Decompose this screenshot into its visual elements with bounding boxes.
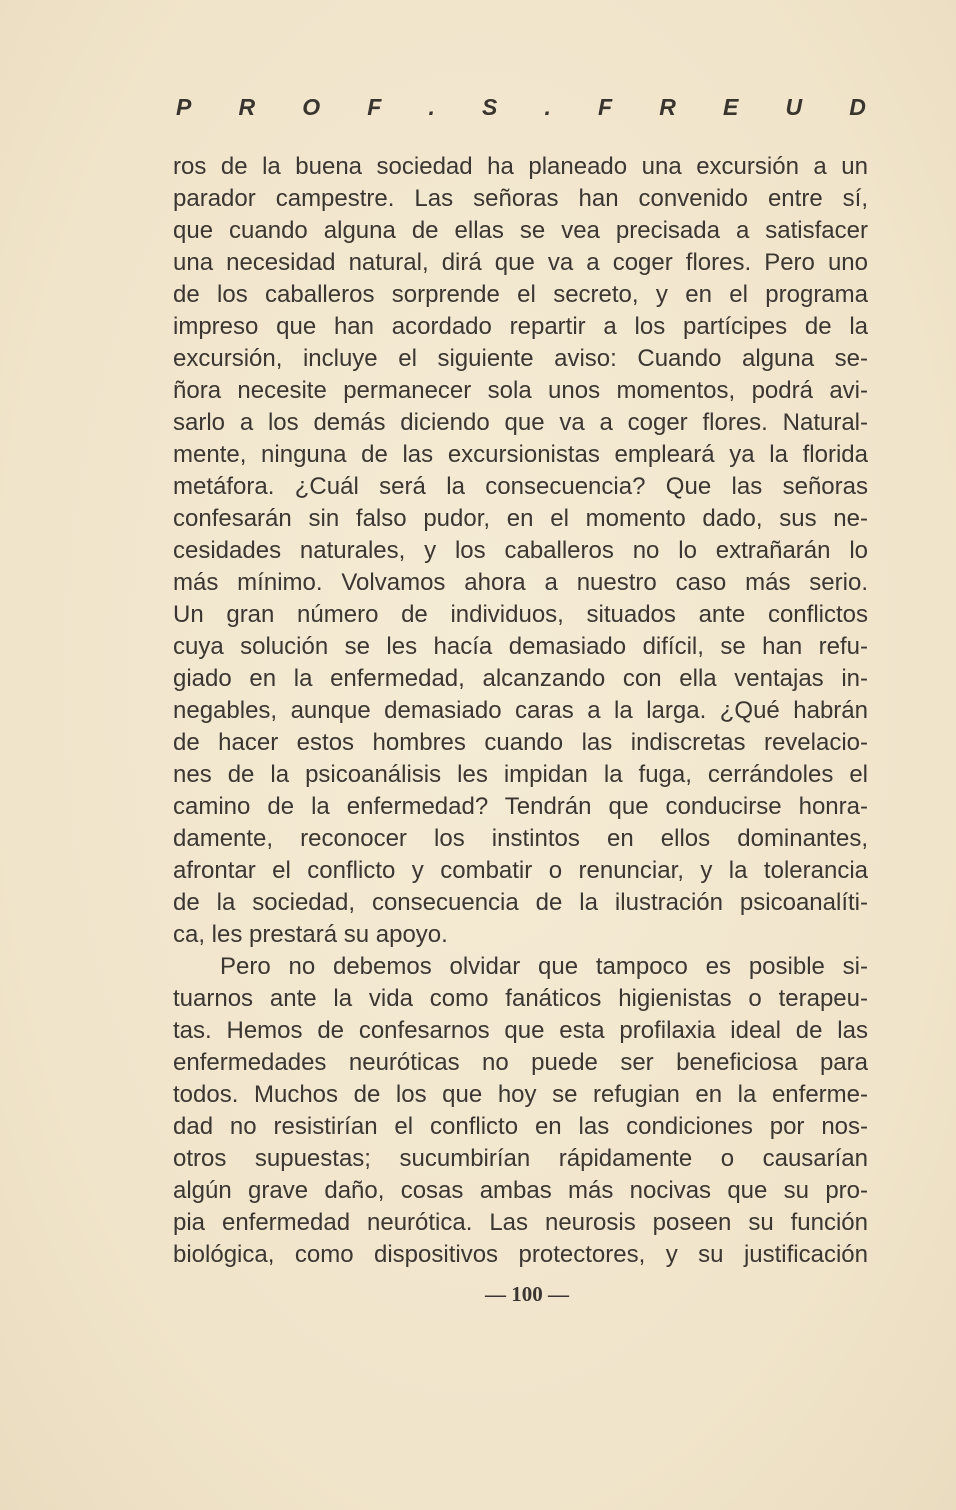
header-letter: P <box>176 94 192 120</box>
text-line: metáfora. ¿Cuál será la consecuencia? Que las señoras <box>173 473 868 500</box>
text-line: mente, ninguna de las excursionistas empleará ya la florida <box>173 441 868 468</box>
header-letter: R <box>659 94 676 120</box>
header-letter: D <box>849 94 866 120</box>
running-header <box>176 94 866 121</box>
header-letter: F <box>598 94 613 120</box>
header-letter: S <box>482 94 498 120</box>
text-line: nes de la psicoanálisis les impidan la fuga, cerrándoles el <box>173 761 868 788</box>
page-number: — 100 — <box>485 1282 569 1306</box>
text-line: biológica, como dispositivos protectores, y su justificación <box>173 1241 868 1268</box>
text-line: sarlo a los demás diciendo que va a coger flores. Natural- <box>173 409 868 436</box>
body-text <box>173 151 868 1271</box>
text-line: confesarán sin falso pudor, en el momento dado, sus ne- <box>173 505 868 532</box>
text-line: negables, aunque demasiado caras a la larga. ¿Qué habrán <box>173 697 868 724</box>
header-letter: O <box>302 94 321 120</box>
text-line: cuya solución se les hacía demasiado difícil, se han refu- <box>173 633 868 660</box>
text-line: pia enfermedad neurótica. Las neurosis poseen su función <box>173 1209 868 1236</box>
header-letter: R <box>238 94 256 120</box>
text-line: damente, reconocer los instintos en ellos dominantes, <box>173 825 868 852</box>
text-line: impreso que han acordado repartir a los partícipes de la <box>173 313 868 340</box>
text-line: parador campestre. Las señoras han convenido entre sí, <box>173 185 868 212</box>
text-line: Un gran número de individuos, situados ante conflictos <box>173 601 868 628</box>
text-line: de la sociedad, consecuencia de la ilustración psicoanalíti- <box>173 889 868 916</box>
text-line: afrontar el conflicto y combatir o renunciar, y la tolerancia <box>173 857 868 884</box>
text-line: tas. Hemos de confesarnos que esta profilaxia ideal de las <box>173 1017 868 1044</box>
text-line: cesidades naturales, y los caballeros no lo extrañarán lo <box>173 537 868 564</box>
text-line: Pero no debemos olvidar que tampoco es posible si- <box>220 953 868 980</box>
text-line: algún grave daño, cosas ambas más nocivas que su pro- <box>173 1177 868 1204</box>
header-letter: E <box>723 94 739 120</box>
text-line: otros supuestas; sucumbirían rápidamente o causarían <box>173 1145 868 1172</box>
text-line: una necesidad natural, dirá que va a coger flores. Pero uno <box>173 249 868 276</box>
text-line: que cuando alguna de ellas se vea precisada a satisfacer <box>173 217 868 244</box>
header-letter: . <box>428 94 435 120</box>
text-line: ros de la buena sociedad ha planeado una excursión a un <box>173 153 868 180</box>
header-letter: U <box>785 94 803 120</box>
text-line: giado en la enfermedad, alcanzando con ella ventajas in- <box>173 665 868 692</box>
text-line: ñora necesite permanecer sola unos momentos, podrá avi- <box>173 377 868 404</box>
text-line: dad no resistirían el conflicto en las condiciones por nos- <box>173 1113 868 1140</box>
text-line: más mínimo. Volvamos ahora a nuestro caso más serio. <box>173 569 868 596</box>
text-line: camino de la enfermedad? Tendrán que conducirse honra- <box>173 793 868 820</box>
text-line: tuarnos ante la vida como fanáticos higienistas o terapeu- <box>173 985 868 1012</box>
text-line: de hacer estos hombres cuando las indiscretas revelacio- <box>173 729 868 756</box>
text-line: enfermedades neuróticas no puede ser beneficiosa para <box>173 1049 868 1076</box>
text-line: ca, les prestará su apoyo. <box>173 921 448 948</box>
text-line: excursión, incluye el siguiente aviso: Cuando alguna se- <box>173 345 868 372</box>
text-line: todos. Muchos de los que hoy se refugian en la enferme- <box>173 1081 868 1108</box>
header-letter: F <box>367 94 382 120</box>
text-line: de los caballeros sorprende el secreto, y en el programa <box>173 281 868 308</box>
header-letter: . <box>544 94 551 120</box>
